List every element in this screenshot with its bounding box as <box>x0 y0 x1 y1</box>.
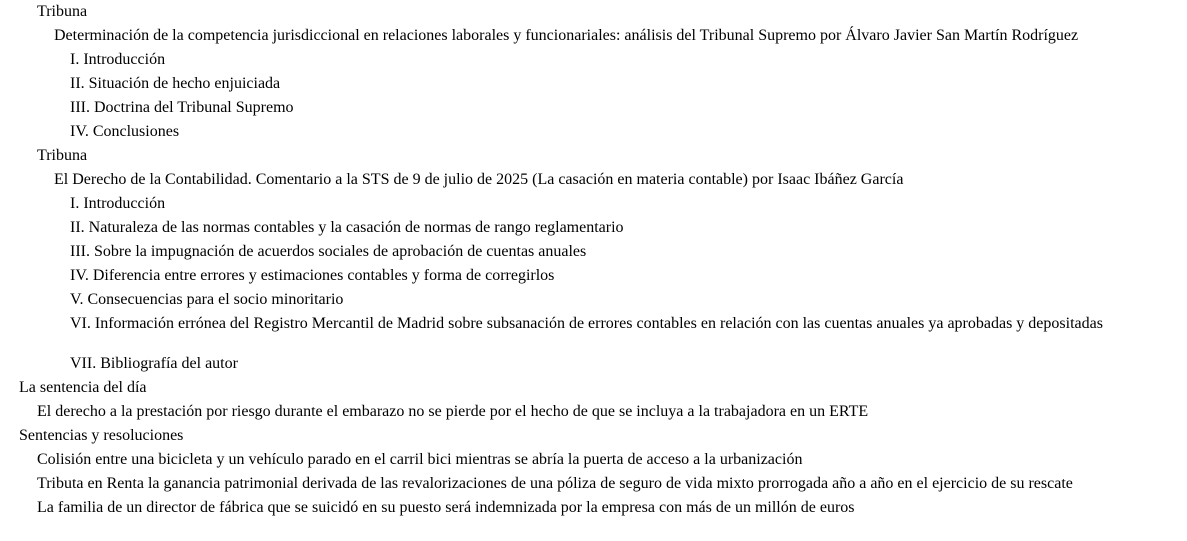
toc-subsection[interactable]: I. Introducción <box>70 51 166 68</box>
toc-article-title[interactable]: Tributa en Renta la ganancia patrimonial derivada de las revalorizaciones de una póliza de seguro de vida mixto prorrogada año a año en el ejercicio de su rescate <box>37 475 1073 492</box>
toc-subsection[interactable]: V. Consecuencias para el socio minoritario <box>70 291 344 308</box>
toc-subsection[interactable]: II. Situación de hecho enjuiciada <box>70 75 281 92</box>
toc-subsection[interactable]: VI. Información errónea del Registro Mercantil de Madrid sobre subsanación de errores contables en relación con las cuentas anuales ya aprobadas y depositadas <box>70 315 1103 332</box>
toc-subsection[interactable]: III. Doctrina del Tribunal Supremo <box>70 99 294 116</box>
toc-subsection[interactable]: II. Naturaleza de las normas contables y la casación de normas de rango reglamentario <box>70 219 624 236</box>
toc-article-title[interactable]: El Derecho de la Contabilidad. Comentario a la STS de 9 de julio de 2025 (La casación en materia contable) por Isaac Ibáñez García <box>54 171 904 188</box>
toc-article-title[interactable]: La familia de un director de fábrica que se suicidó en su puesto será indemnizada por la empresa con más de un millón de euros <box>37 499 855 516</box>
toc-subsection[interactable]: IV. Conclusiones <box>70 123 180 140</box>
toc-subsection[interactable]: III. Sobre la impugnación de acuerdos sociales de aprobación de cuentas anuales <box>70 243 587 260</box>
toc-article-title[interactable]: Colisión entre una bicicleta y un vehículo parado en el carril bici mientras se abría la puerta de acceso a la urbanización <box>37 451 803 468</box>
toc-section-heading[interactable]: Tribuna <box>37 147 88 164</box>
toc-article-title[interactable]: El derecho a la prestación por riesgo durante el embarazo no se pierde por el hecho de que se incluya a la trabajadora en un ERTE <box>37 403 869 420</box>
toc-section-heading[interactable]: Tribuna <box>37 3 88 20</box>
toc-category-heading[interactable]: La sentencia del día <box>19 379 147 396</box>
toc-subsection[interactable]: VII. Bibliografía del autor <box>70 355 238 372</box>
toc-article-title[interactable]: Determinación de la competencia jurisdiccional en relaciones laborales y funcionariales: análisis del Tribunal Supremo por Álvaro Javier San Martín Rodríguez <box>54 27 1079 44</box>
toc-subsection[interactable]: I. Introducción <box>70 195 166 212</box>
toc-category-heading[interactable]: Sentencias y resoluciones <box>19 427 184 444</box>
toc-subsection[interactable]: IV. Diferencia entre errores y estimaciones contables y forma de corregirlos <box>70 267 555 284</box>
